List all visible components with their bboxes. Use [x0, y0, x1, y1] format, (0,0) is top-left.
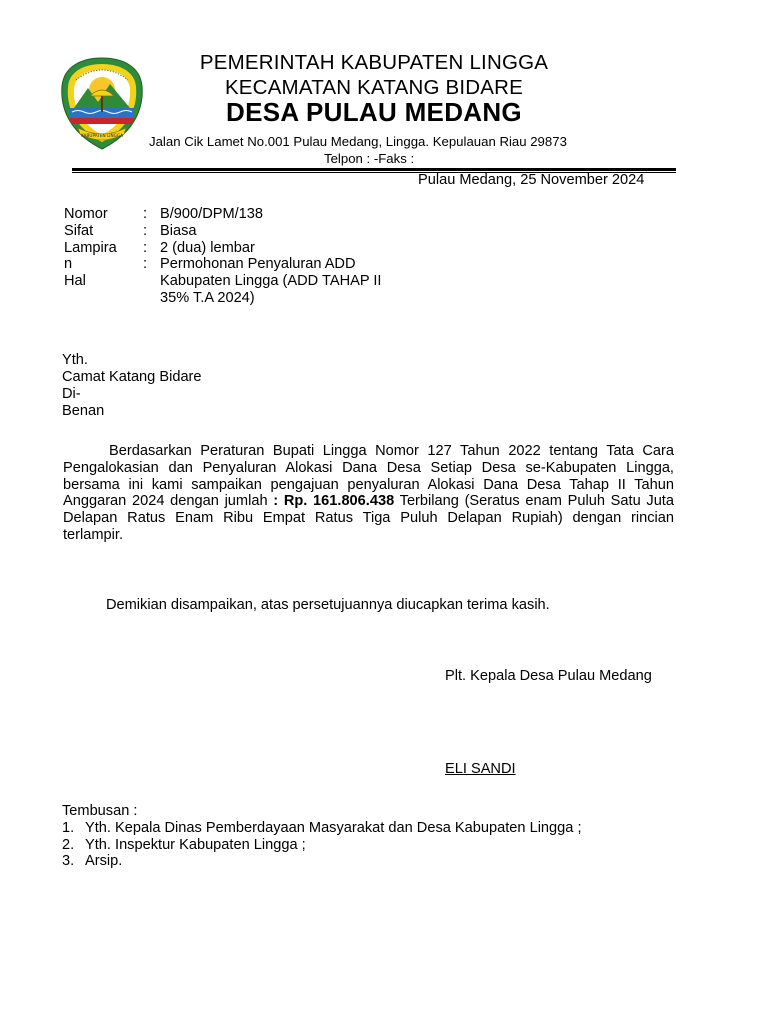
kabupaten-lingga-emblem-icon: [60, 56, 144, 152]
meta-label-nomor: Nomor: [64, 206, 108, 222]
requested-amount: : Rp. 161.806.438: [273, 493, 395, 510]
letterhead-divider-thick: [72, 168, 676, 171]
cc-item-2: Yth. Inspektur Kabupaten Lingga ;: [85, 837, 306, 853]
closing-sentence: Demikian disampaikan, atas persetujuannya diucapkan terima kasih.: [106, 597, 550, 613]
meta-colon-nomor: :: [143, 206, 148, 222]
meta-value-nomor: B/900/DPM/138: [160, 206, 264, 222]
body-text-part-2: Terbilang (Seratus enam Puluh Satu Juta Delapan Ratus Enam Ribu Empat Ratus Tiga Puluh Delapan Rupiah) dengan rincian terlampir.: [63, 493, 674, 543]
letter-date: Pulau Medang, 25 November 2024: [418, 172, 645, 188]
district-name: KECAMATAN KATANG BIDARE: [224, 76, 524, 99]
meta-value-hal-line-2: Kabupaten Lingga (ADD TAHAP II: [160, 273, 382, 289]
cc-item-number-2: 2.: [62, 837, 75, 853]
cc-item-number-1: 1.: [62, 820, 75, 836]
meta-colon-lampiran: :: [143, 240, 148, 256]
government-name: PEMERINTAH KABUPATEN LINGGA: [199, 51, 549, 74]
recipient-salutation: Yth.: [62, 352, 88, 368]
meta-value-sifat: Biasa: [160, 223, 197, 239]
recipient-name: Camat Katang Bidare: [62, 369, 202, 385]
body-paragraph: [63, 443, 674, 544]
cc-heading: Tembusan :: [62, 803, 138, 819]
body-text-part-1: Berdasarkan Peraturan Bupati Lingga Nomor 127 Tahun 2022 tentang Tata Cara Pengalokasian dan Penyaluran Alokasi Dana Desa Setiap Desa se-Kabupaten Lingga, bersama ini kami sampaikan pengajuan penyaluran Alokasi Dana Desa Tahap II Tahun Anggaran 2024 dengan jumlah: [63, 443, 674, 510]
meta-label-sifat: Sifat: [64, 223, 94, 239]
office-address: Jalan Cik Lamet No.001 Pulau Medang, Lingga. Kepulauan Riau 29873: [149, 134, 567, 149]
cc-item-3: Arsip.: [85, 853, 123, 869]
meta-value-hal-line-3: 35% T.A 2024): [160, 290, 255, 306]
meta-value-hal-line-1: Permohonan Penyaluran ADD: [160, 256, 356, 272]
svg-text:KABUPATEN LINGGA: KABUPATEN LINGGA: [81, 133, 123, 138]
signatory-name: ELI SANDI: [445, 761, 516, 777]
cc-item-number-3: 3.: [62, 853, 75, 869]
meta-value-lampiran: 2 (dua) lembar: [160, 240, 255, 256]
recipient-di: Di-: [62, 386, 81, 402]
village-name: DESA PULAU MEDANG: [226, 97, 522, 127]
signatory-title: Plt. Kepala Desa Pulau Medang: [445, 668, 652, 684]
meta-colon-sifat: :: [143, 223, 148, 239]
office-phone: Telpon : -Faks :: [324, 151, 415, 166]
recipient-place: Benan: [62, 403, 105, 419]
meta-colon-hal: :: [143, 256, 148, 272]
meta-label-lampiran-1: Lampira: [64, 240, 117, 256]
meta-label-hal: Hal: [64, 273, 86, 289]
cc-item-1: Yth. Kepala Dinas Pemberdayaan Masyarakat dan Desa Kabupaten Lingga ;: [85, 820, 582, 836]
meta-label-lampiran-2: n: [64, 256, 73, 272]
